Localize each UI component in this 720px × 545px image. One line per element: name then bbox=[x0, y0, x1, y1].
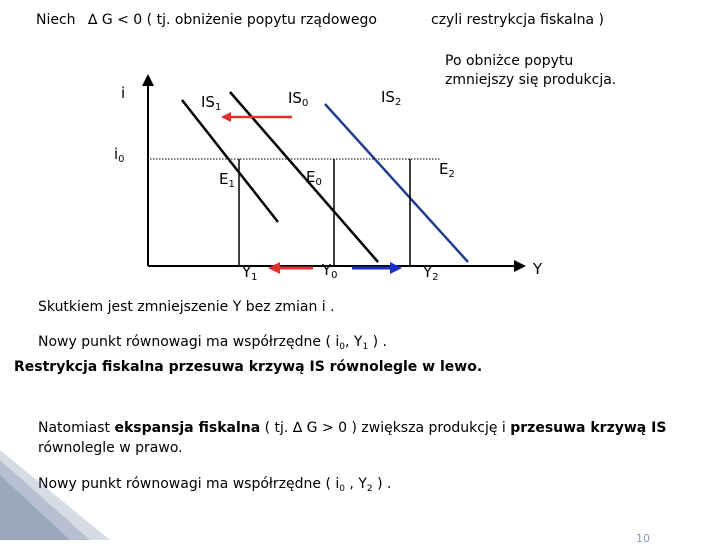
restriction-conclusion: Restrykcja fiskalna przesuwa krzywą IS równolegle w lewo. bbox=[14, 359, 483, 375]
is2-curve bbox=[325, 104, 468, 262]
label-e0: $E_0$ bbox=[306, 168, 322, 188]
header-fiscal-restriction: czyli restrykcja fiskalna ) bbox=[431, 12, 604, 28]
result-text: Skutkiem jest zmniejszenie Y bez zmian i . bbox=[38, 299, 335, 315]
new-equilibrium-text: Nowy punkt równowagi ma współrzędne ( $i_0$, $Y_1$ ) . bbox=[38, 334, 387, 352]
header-niech: Niech bbox=[36, 12, 76, 28]
delta-symbol: ∆ bbox=[88, 12, 98, 28]
label-y2: $Y_2$ bbox=[423, 263, 439, 283]
delta-symbol: ∆ bbox=[292, 420, 303, 436]
note-production-drop: Po obniżce popytu zmniejszy się produkcja. bbox=[445, 53, 617, 88]
label-y0: $Y_0$ bbox=[322, 261, 338, 281]
page-number: 10 bbox=[636, 532, 650, 545]
slide-accent-decoration bbox=[0, 450, 110, 540]
axis-label-y: Y bbox=[533, 260, 543, 278]
new-equilibrium-text-2: Nowy punkt równowagi ma współrzędne ( $i_0$ , $Y_2$ ) . bbox=[38, 476, 392, 494]
expansion-paragraph: Natomiast ekspansja fiskalna ( tj. ∆ G > 0 ) zwiększa produkcję i przesuwa krzywą IS równolegle w prawo. bbox=[38, 420, 667, 456]
is1-curve bbox=[182, 100, 278, 222]
label-is0: $IS_0$ bbox=[288, 89, 309, 109]
label-is1: $IS_1$ bbox=[201, 93, 222, 113]
label-is2: $IS_2$ bbox=[381, 88, 402, 108]
label-e1: $E_1$ bbox=[219, 170, 235, 190]
axis-label-i: i bbox=[121, 84, 126, 102]
label-e2: $E_2$ bbox=[439, 160, 455, 180]
label-y1: $Y_1$ bbox=[242, 263, 258, 283]
header-condition: G < 0 ( tj. obniżenie popytu rządowego bbox=[101, 12, 377, 28]
label-i0: $i_0$ bbox=[114, 145, 125, 165]
